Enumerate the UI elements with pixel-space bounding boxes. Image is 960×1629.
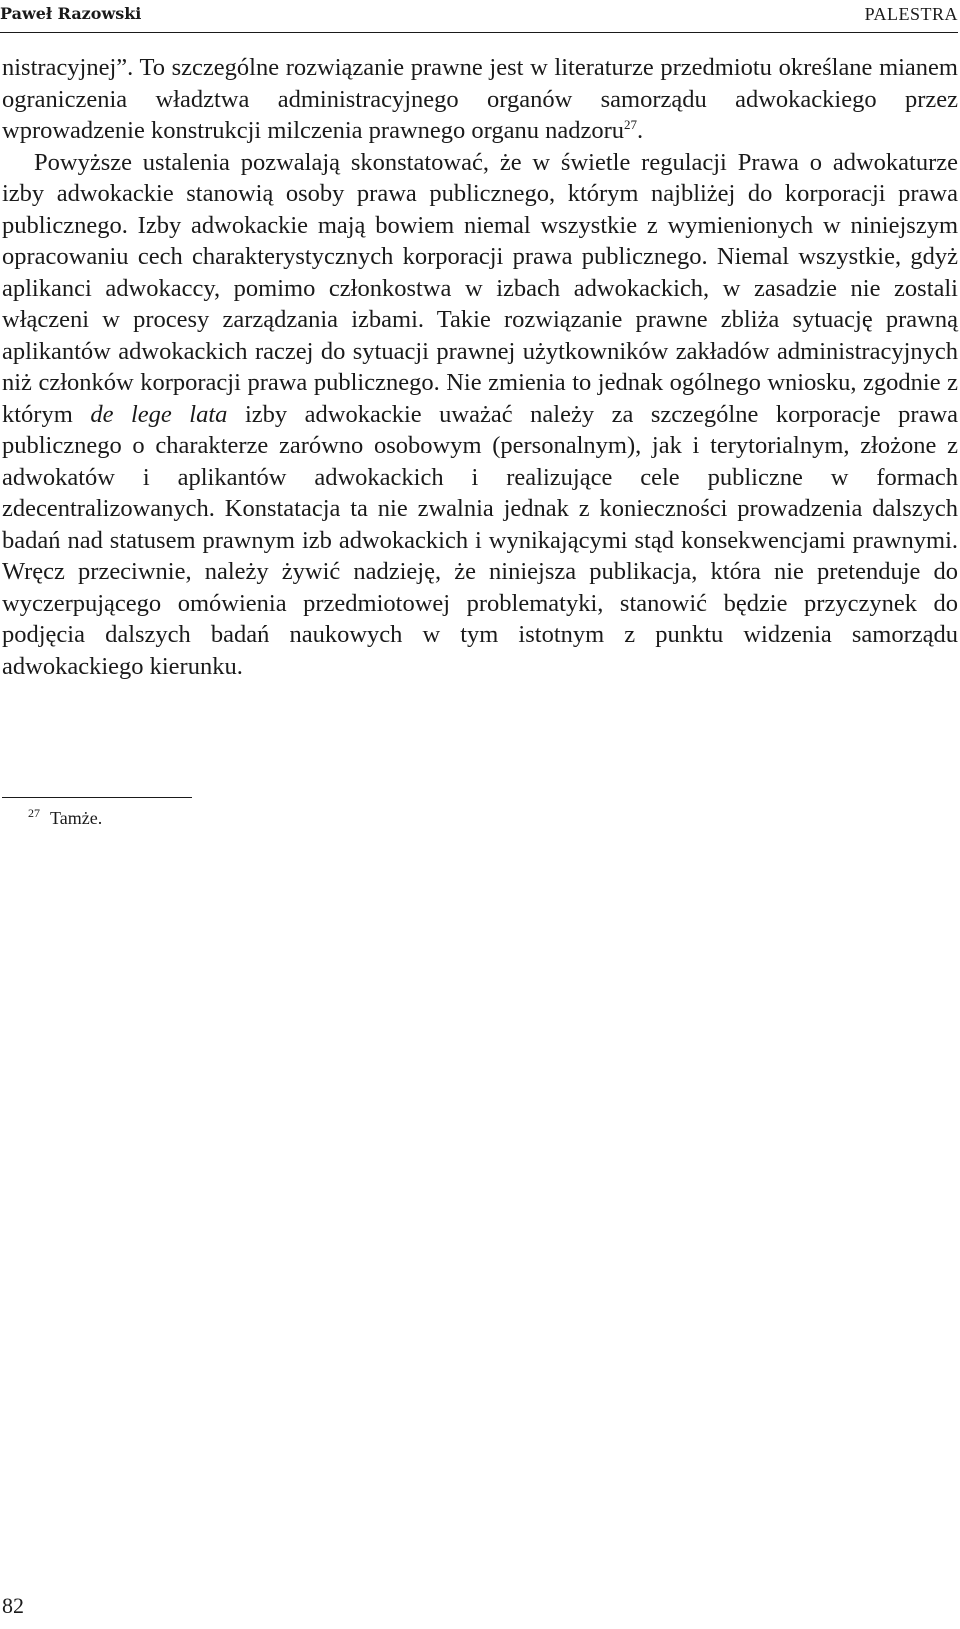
footnote-reference-27[interactable]: 27 bbox=[624, 116, 638, 132]
latin-phrase: de lege lata bbox=[90, 400, 228, 428]
paragraph-2-text-b: izby adwokackie uważać należy za szczególne korporacje prawa publicznego o charakterze zarówno osobowym (personalnym), jak i terytorialnym, złożone z adwokatów i aplikantów adwokackich i realizujące cele publiczne w formach zdecentralizowanych. Konstatacja ta nie zwalnia jednak z konieczności prowadzenia dalszych badań nad statusem prawnym izb adwokackich i wynikającymi stąd konsekwencjami prawnymi. Wręcz przeciwnie, należy żywić nadzieję, że niniejsza publikacja, która nie pretenduje do wyczerpującego omówienia przedmiotowej problematyki, stanowić będzie przyczynek do podjęcia dalszych badań naukowych w tym istotnym z punktu widzenia samorządu adwokackiego kierunku. bbox=[2, 400, 959, 680]
paragraph-continued bbox=[2, 52, 958, 147]
paragraph-1-tail: . bbox=[637, 117, 644, 144]
page-number: 82 bbox=[2, 1593, 24, 1618]
running-header bbox=[0, 2, 958, 33]
main-text bbox=[2, 52, 958, 682]
paragraph-conclusion bbox=[2, 147, 958, 683]
paragraph-2-text-a: Powyższe ustalenia pozwalają skonstatować, że w świetle regulacji Prawa o adwokaturze izby adwokackie stanowią osoby prawa publicznego, którym najbliżej do korporacji prawa publicznego. Izby adwokackie mają bowiem niemal wszystkie z wymienionych w niniejszym opracowaniu cech charakterystycznych korporacji prawa publicznego. Niemal wszystkie, gdyż aplikanci adwokaccy, pomimo członkostwa w izbach adwokackich, w zasadzie nie zostali włączeni w procesy zarządzania izbami. Takie rozwiązanie prawne zbliża sytuację prawną aplikantów adwokackich raczej do sytuacji prawnej użytkowników zakładów administracyjnych niż członków korporacji prawa publicznego. Nie zmienia to jednak ogólnego wniosku, zgodnie z którym bbox=[2, 148, 958, 428]
author-name: Paweł Razowski bbox=[0, 4, 142, 23]
footnote-separator bbox=[2, 797, 192, 798]
paragraph-1-text: nistracyjnej”. To szczególne rozwiązanie prawne jest w literaturze przedmiotu określane mianem ograniczenia władztwa administracyjnego organów samorządu adwokackiego przez wprowadzenie konstrukcji milczenia prawnego organu nadzoru bbox=[2, 54, 958, 144]
footnote-27 bbox=[28, 806, 102, 830]
footnote-text: Tamże. bbox=[50, 808, 103, 828]
journal-name: PALESTRA bbox=[864, 4, 958, 24]
footnote-number: 27 bbox=[28, 806, 40, 820]
